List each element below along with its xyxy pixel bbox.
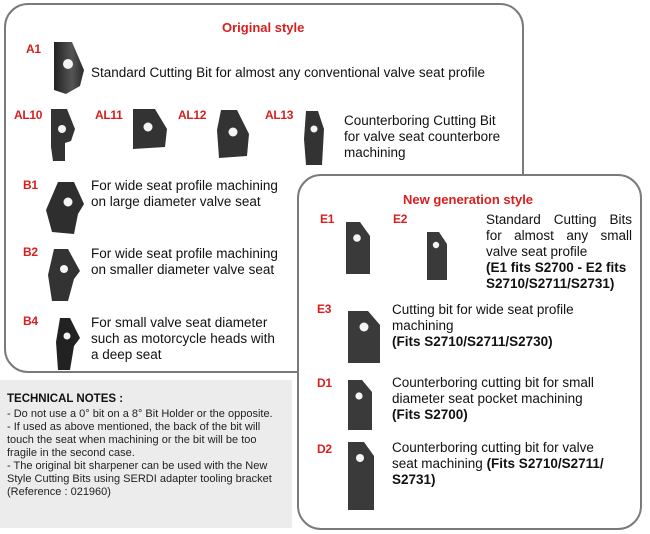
al-description-line2: for valve seat counterbore — [344, 129, 501, 144]
code-a1: A1 — [26, 42, 41, 56]
new-generation-title: New generation style — [403, 192, 534, 207]
b4-description-line2: such as motorcycle heads with — [91, 331, 275, 346]
code-b2: B2 — [23, 245, 38, 259]
technical-notes-list — [7, 408, 287, 499]
code-b1: B1 — [23, 178, 38, 192]
al-description-line3: machining — [344, 145, 406, 160]
d2-description-line2-text: seat machining — [392, 456, 487, 471]
bit-b2-image — [46, 247, 82, 303]
bit-al11-image — [129, 107, 169, 151]
e2-description-line1: Standard Cutting Bits — [486, 212, 632, 227]
e2-fits-line1: (E1 fits S2700 - E2 fits — [486, 260, 627, 275]
bit-al13-image — [302, 109, 326, 167]
b2-description-line1: For wide seat profile machining — [91, 246, 278, 261]
b4-description-line3: a deep seat — [91, 347, 162, 362]
code-al12: AL12 — [178, 108, 207, 122]
code-d1: D1 — [317, 376, 332, 390]
b4-description-line1: For small valve seat diameter — [91, 315, 268, 330]
e3-description-line2: machining — [392, 318, 454, 333]
code-al10: AL10 — [14, 108, 43, 122]
d1-description — [392, 375, 594, 423]
technical-notes-title: TECHNICAL NOTES : — [7, 393, 124, 405]
b2-description-line2: on smaller diameter valve seat — [91, 262, 275, 277]
bit-d1-image — [346, 378, 374, 432]
code-al11: AL11 — [95, 108, 123, 122]
b4-description — [91, 315, 275, 363]
code-e1: E1 — [320, 212, 335, 226]
technical-note-2: - If used as above mentioned, the back of the bit will touch the seat when machining or the bit will be too fragile in the second case. — [7, 421, 261, 459]
bit-e2-image — [425, 230, 449, 282]
bit-d2-image — [346, 440, 376, 512]
d1-description-line1: Counterboring cutting bit for small — [392, 375, 594, 390]
code-b4: B4 — [23, 314, 38, 328]
original-style-title: Original style — [222, 20, 305, 35]
b1-description-line1: For wide seat profile machining — [91, 178, 278, 193]
d2-description — [392, 440, 604, 488]
b2-description — [91, 246, 278, 278]
d1-description-line2: diameter seat pocket machining — [392, 391, 583, 406]
b1-description — [91, 178, 278, 210]
e2-description-line3: valve seat profile — [486, 244, 588, 259]
technical-notes-box — [0, 380, 292, 528]
e2-description-line2: for almost any small — [486, 228, 632, 243]
bit-e3-image — [346, 309, 382, 365]
code-d2: D2 — [317, 442, 332, 456]
technical-note-3: - The original bit sharpener can be used with the New Style Cutting Bits using SERDI adapter tooling bracket (Reference : 021960) — [7, 460, 272, 498]
d1-fits: (Fits S2700) — [392, 407, 468, 422]
bit-al10-image — [47, 107, 79, 163]
b1-description-line2: on large diameter valve seat — [91, 194, 261, 209]
e2-description — [486, 212, 632, 292]
code-e2: E2 — [393, 212, 408, 226]
d2-description-line2 — [392, 456, 604, 472]
bit-e1-image — [344, 220, 372, 276]
code-al13: AL13 — [265, 108, 294, 122]
e3-fits: (Fits S2710/S2711/S2730) — [392, 334, 553, 349]
code-e3: E3 — [317, 302, 332, 316]
d2-fits-line1: (Fits S2710/S2711/ — [486, 456, 604, 471]
bit-al12-image — [215, 108, 251, 160]
al-description — [344, 113, 500, 161]
technical-note-1: - Do not use a 0° bit on a 8° Bit Holder or the opposite. — [7, 408, 273, 420]
bit-b1-image — [44, 180, 86, 236]
d2-description-line1: Counterboring cutting bit for valve — [392, 440, 594, 455]
d2-fits-line2: S2731) — [392, 472, 436, 487]
e2-fits-line2: S2710/S2711/S2731) — [486, 276, 615, 291]
a1-description: Standard Cutting Bit for almost any conventional valve seat profile — [91, 65, 485, 80]
al-description-line1: Counterboring Cutting Bit — [344, 113, 496, 128]
e3-description — [392, 302, 574, 350]
bit-a1-image — [50, 40, 86, 96]
e3-description-line1: Cutting bit for wide seat profile — [392, 302, 574, 317]
bit-b4-image — [52, 316, 82, 372]
